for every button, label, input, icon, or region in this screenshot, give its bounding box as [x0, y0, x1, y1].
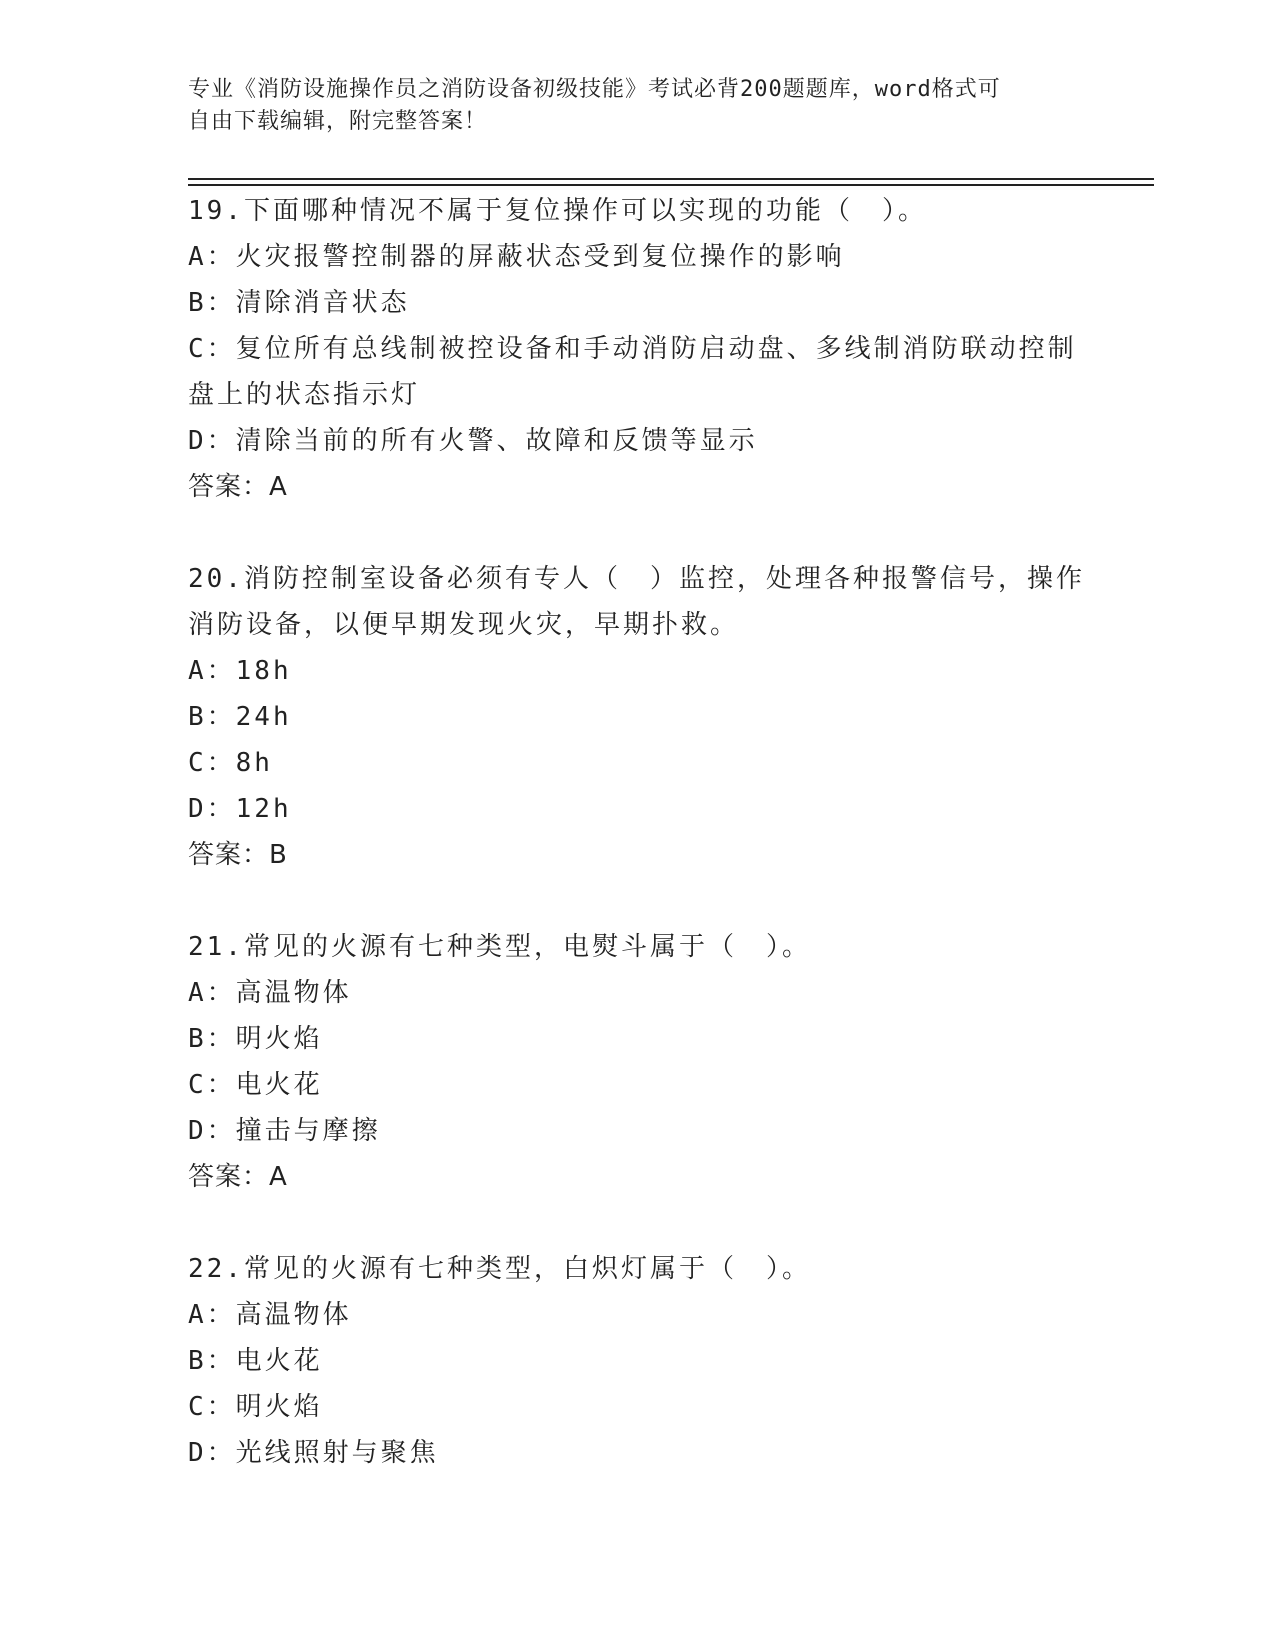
question-stem-continued: 消防设备，以便早期发现火灾，早期扑救。 [188, 610, 740, 640]
question-21 [188, 924, 1088, 1200]
question-stem: 21.常见的火源有七种类型，电熨斗属于（ ）。 [188, 932, 811, 962]
question-list [188, 188, 1088, 1476]
answer-line: 答案：B [188, 840, 288, 870]
header-line-1: 专业《消防设施操作员之消防设备初级技能》考试必背200题题库，word格式可 [188, 77, 1001, 102]
answer-line: 答案：A [188, 1162, 288, 1192]
question-22 [188, 1246, 1088, 1476]
header-divider-bottom [188, 184, 1154, 186]
question-spacer [188, 1200, 1088, 1246]
option-a: A：高温物体 [188, 1300, 352, 1330]
option-b: B：明火焰 [188, 1024, 323, 1054]
option-b: B：24h [188, 702, 292, 732]
question-19 [188, 188, 1088, 510]
answer-line: 答案：A [188, 472, 288, 502]
header-line-2: 自由下载编辑，附完整答案！ [188, 109, 488, 134]
document-header [188, 74, 1068, 138]
question-spacer [188, 510, 1088, 556]
option-c-continued: 盘上的状态指示灯 [188, 380, 421, 410]
option-a: A：18h [188, 656, 292, 686]
option-c: C：8h [188, 748, 273, 778]
option-c: C：电火花 [188, 1070, 323, 1100]
option-d: D：光线照射与聚焦 [188, 1438, 439, 1468]
question-20 [188, 556, 1088, 878]
option-a: A：高温物体 [188, 978, 352, 1008]
option-d: D：12h [188, 794, 292, 824]
header-divider-top [188, 178, 1154, 180]
question-stem: 19.下面哪种情况不属于复位操作可以实现的功能（ ）。 [188, 196, 927, 226]
question-stem: 20.消防控制室设备必须有专人（ ）监控，处理各种报警信号，操作 [188, 564, 1085, 594]
option-d: D：清除当前的所有火警、故障和反馈等显示 [188, 426, 758, 456]
option-c: C：复位所有总线制被控设备和手动消防启动盘、多线制消防联动控制 [188, 334, 1077, 364]
option-c: C：明火焰 [188, 1392, 323, 1422]
question-spacer [188, 878, 1088, 924]
option-a: A：火灾报警控制器的屏蔽状态受到复位操作的影响 [188, 242, 845, 272]
option-b: B：清除消音状态 [188, 288, 410, 318]
question-stem: 22.常见的火源有七种类型，白炽灯属于（ ）。 [188, 1254, 811, 1284]
option-b: B：电火花 [188, 1346, 323, 1376]
option-d: D：撞击与摩擦 [188, 1116, 381, 1146]
